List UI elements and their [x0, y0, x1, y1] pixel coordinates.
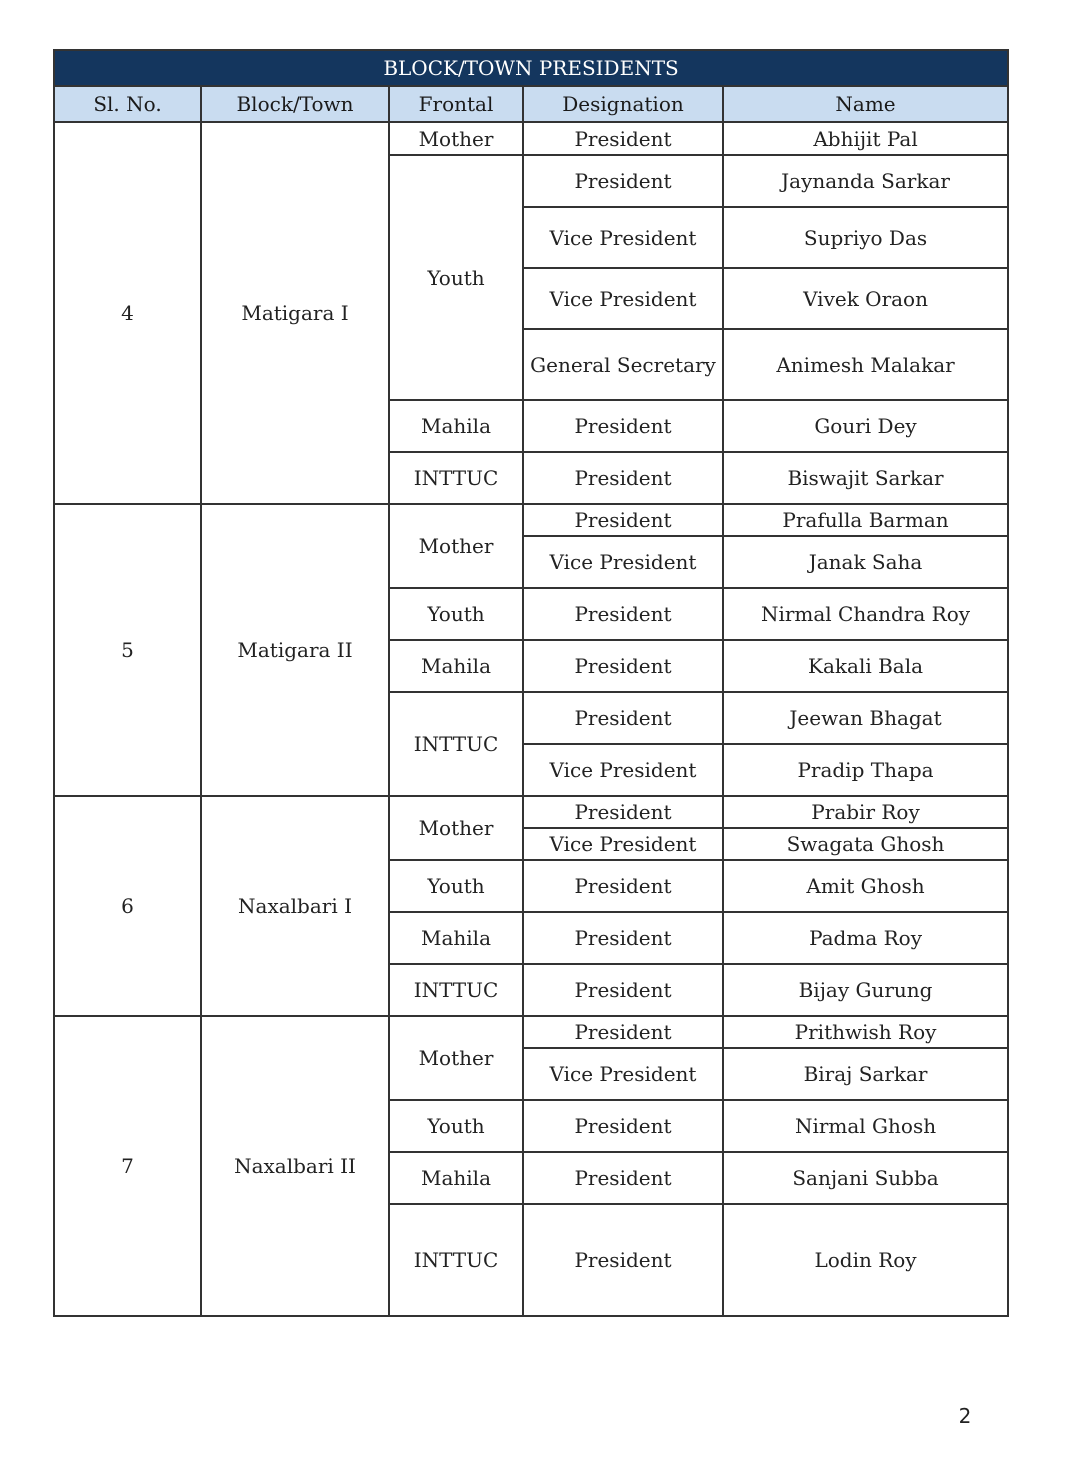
sl-no-cell: 4	[54, 122, 201, 504]
block-town-cell: Naxalbari II	[201, 1016, 389, 1316]
designation-cell: President	[523, 452, 723, 504]
name-cell: Vivek Oraon	[723, 268, 1008, 329]
designation-cell: Vice President	[523, 536, 723, 588]
frontal-cell: INTTUC	[389, 1204, 523, 1316]
designation-cell: Vice President	[523, 207, 723, 268]
name-cell: Swagata Ghosh	[723, 828, 1008, 860]
sl-no-cell: 7	[54, 1016, 201, 1316]
header-name: Name	[723, 86, 1008, 122]
name-cell: Prafulla Barman	[723, 504, 1008, 536]
page-number: 2	[958, 1404, 972, 1428]
presidents-table	[53, 49, 1009, 1317]
header-designation: Designation	[523, 86, 723, 122]
frontal-cell: INTTUC	[389, 692, 523, 796]
designation-cell: President	[523, 692, 723, 744]
block-town-cell: Matigara I	[201, 122, 389, 504]
table-row	[54, 504, 1008, 536]
designation-cell: President	[523, 860, 723, 912]
header-sl-no: Sl. No.	[54, 86, 201, 122]
designation-cell: President	[523, 796, 723, 828]
block-town-cell: Naxalbari I	[201, 796, 389, 1016]
header-frontal: Frontal	[389, 86, 523, 122]
name-cell: Prithwish Roy	[723, 1016, 1008, 1048]
designation-cell: President	[523, 400, 723, 452]
name-cell: Amit Ghosh	[723, 860, 1008, 912]
table-header-row	[54, 86, 1008, 122]
name-cell: Jeewan Bhagat	[723, 692, 1008, 744]
name-cell: Nirmal Chandra Roy	[723, 588, 1008, 640]
frontal-cell: Mother	[389, 122, 523, 155]
sl-no-cell: 5	[54, 504, 201, 796]
name-cell: Pradip Thapa	[723, 744, 1008, 796]
designation-cell: Vice President	[523, 1048, 723, 1100]
name-cell: Biswajit Sarkar	[723, 452, 1008, 504]
sl-no-cell: 6	[54, 796, 201, 1016]
designation-cell: President	[523, 588, 723, 640]
designation-cell: Vice President	[523, 744, 723, 796]
table-row	[54, 1016, 1008, 1048]
frontal-cell: Mother	[389, 796, 523, 860]
designation-cell: Vice President	[523, 828, 723, 860]
designation-cell: President	[523, 640, 723, 692]
frontal-cell: Mahila	[389, 1152, 523, 1204]
frontal-cell: Youth	[389, 1100, 523, 1152]
designation-cell: President	[523, 912, 723, 964]
frontal-cell: INTTUC	[389, 964, 523, 1016]
name-cell: Lodin Roy	[723, 1204, 1008, 1316]
frontal-cell: Mother	[389, 1016, 523, 1100]
name-cell: Janak Saha	[723, 536, 1008, 588]
frontal-cell: INTTUC	[389, 452, 523, 504]
frontal-cell: Youth	[389, 860, 523, 912]
designation-cell: Vice President	[523, 268, 723, 329]
table-row	[54, 796, 1008, 828]
designation-cell: President	[523, 964, 723, 1016]
frontal-cell: Youth	[389, 155, 523, 400]
table-title: BLOCK/TOWN PRESIDENTS	[54, 50, 1008, 86]
name-cell: Nirmal Ghosh	[723, 1100, 1008, 1152]
name-cell: Bijay Gurung	[723, 964, 1008, 1016]
name-cell: Biraj Sarkar	[723, 1048, 1008, 1100]
name-cell: Prabir Roy	[723, 796, 1008, 828]
designation-cell: General Secretary	[523, 329, 723, 400]
designation-cell: President	[523, 122, 723, 155]
name-cell: Padma Roy	[723, 912, 1008, 964]
block-town-cell: Matigara II	[201, 504, 389, 796]
frontal-cell: Youth	[389, 588, 523, 640]
table-row	[54, 122, 1008, 155]
name-cell: Abhijit Pal	[723, 122, 1008, 155]
name-cell: Gouri Dey	[723, 400, 1008, 452]
frontal-cell: Mother	[389, 504, 523, 588]
frontal-cell: Mahila	[389, 640, 523, 692]
designation-cell: President	[523, 1016, 723, 1048]
name-cell: Kakali Bala	[723, 640, 1008, 692]
designation-cell: President	[523, 1152, 723, 1204]
name-cell: Animesh Malakar	[723, 329, 1008, 400]
designation-cell: President	[523, 504, 723, 536]
name-cell: Supriyo Das	[723, 207, 1008, 268]
frontal-cell: Mahila	[389, 400, 523, 452]
name-cell: Jaynanda Sarkar	[723, 155, 1008, 207]
name-cell: Sanjani Subba	[723, 1152, 1008, 1204]
header-block-town: Block/Town	[201, 86, 389, 122]
designation-cell: President	[523, 1100, 723, 1152]
table-title-row	[54, 50, 1008, 86]
designation-cell: President	[523, 155, 723, 207]
designation-cell: President	[523, 1204, 723, 1316]
frontal-cell: Mahila	[389, 912, 523, 964]
